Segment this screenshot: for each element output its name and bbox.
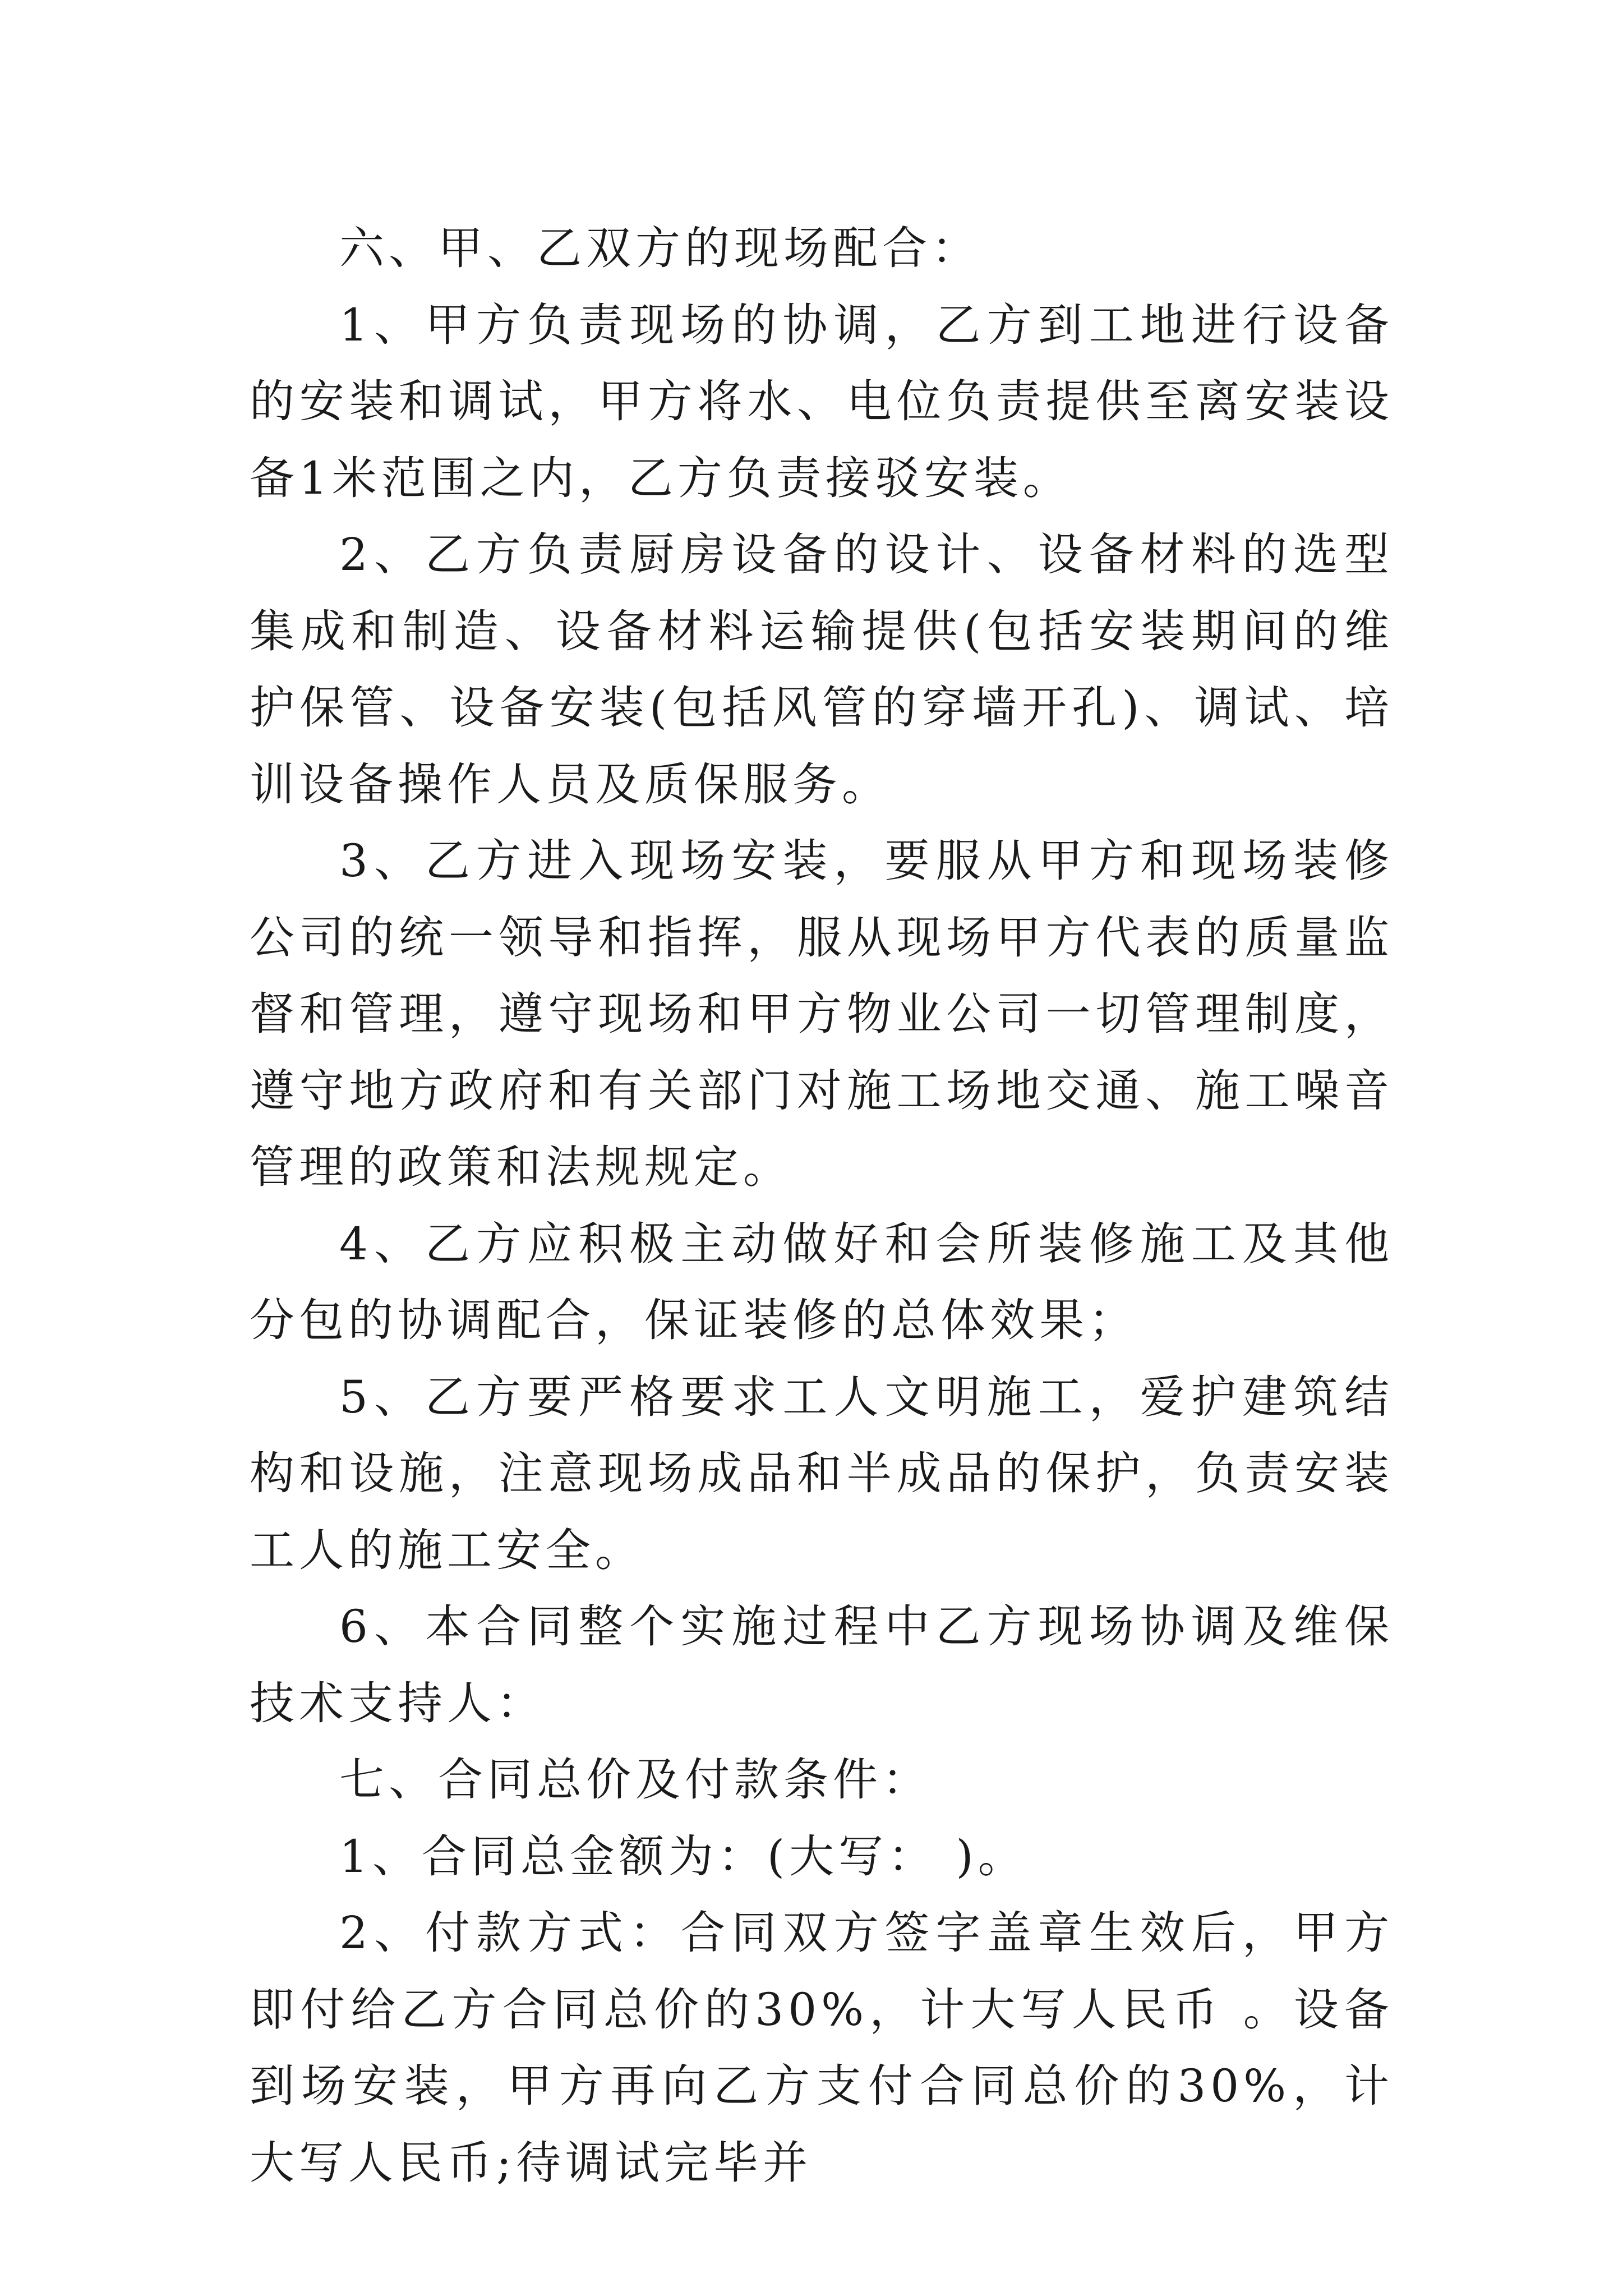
clause-paragraph: 2、乙方负责厨房设备的设计、设备材料的选型集成和制造、设备材料运输提供(包括安装期间的维护保管、设备安装(包括风管的穿墙开孔)、调试、培训设备操作人员及质保服务。 <box>250 528 1394 811</box>
document-body <box>250 210 1394 2201</box>
clause-paragraph: 4、乙方应积极主动做好和会所装修施工及其他分包的协调配合，保证装修的总体效果； <box>250 1217 1394 1346</box>
clause-paragraph: 6、本合同整个实施过程中乙方现场协调及维保技术支持人： <box>250 1600 1394 1729</box>
clause-paragraph: 3、乙方进入现场安装，要服从甲方和现场装修公司的统一领导和指挥，服从现场甲方代表的质量监督和管理，遵守现场和甲方物业公司一切管理制度，遵守地方政府和有关部门对施工场地交通、施工噪音管理的政策和法规规定。 <box>250 835 1394 1193</box>
clause-paragraph: 5、乙方要严格要求工人文明施工，爱护建筑结构和设施，注意现场成品和半成品的保护，负责安装工人的施工安全。 <box>250 1370 1394 1576</box>
clause-paragraph: 1、合同总金额为：(大写： )。 <box>339 1830 1027 1883</box>
section-heading-site-cooperation: 六、甲、乙双方的现场配合： <box>339 222 981 274</box>
clause-paragraph: 2、付款方式：合同双方签字盖章生效后，甲方即付给乙方合同总价的30%，计大写人民币 。设备到场安装，甲方再向乙方支付合同总价的30%，计大写人民币;待调试完毕并 <box>250 1907 1394 2189</box>
clause-paragraph: 1、甲方负责现场的协调，乙方到工地进行设备的安装和调试，甲方将水、电位负责提供至离安装设备1米范围之内，乙方负责接驳安装。 <box>250 298 1394 504</box>
section-heading-price-payment: 七、合同总价及付款条件： <box>339 1754 932 1806</box>
